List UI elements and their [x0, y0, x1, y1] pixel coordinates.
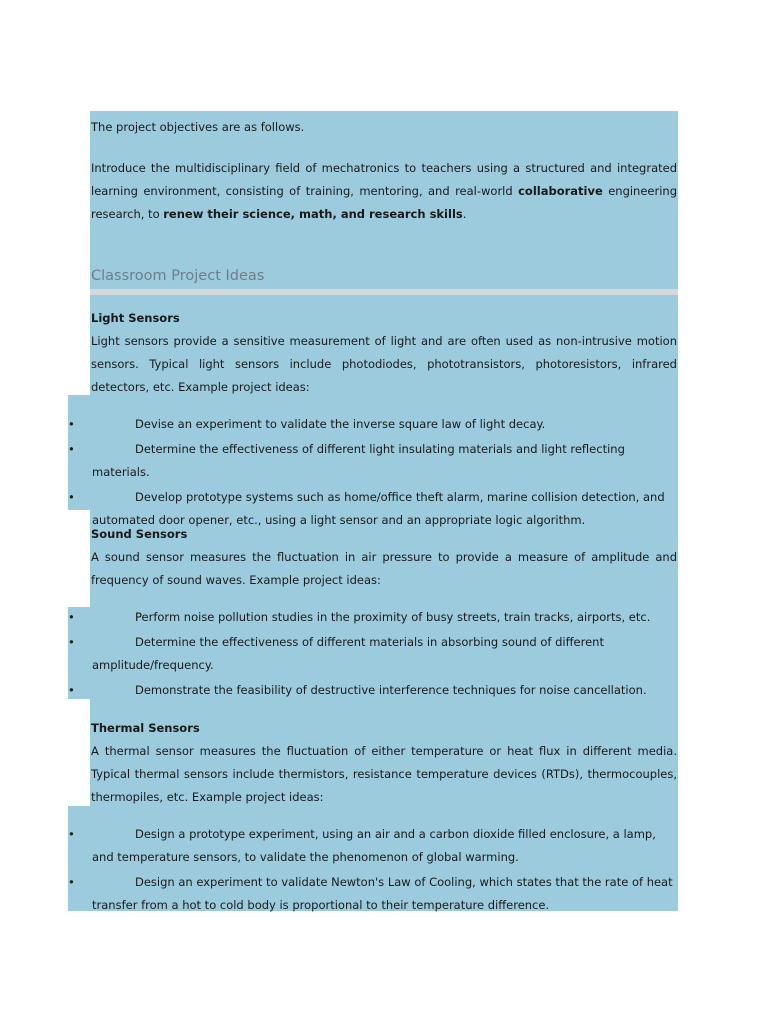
objectives-text-2: engineering research, to [91, 184, 678, 221]
list-item-text: Determine the effectiveness of different light insulating materials and light reflecting materials. [92, 442, 625, 479]
list-item [68, 679, 678, 702]
list-item [68, 413, 678, 436]
light-heading: Light Sensors [91, 311, 180, 325]
objectives-bold-2: renew their science, math, and research skills [163, 207, 463, 221]
sound-description: A sound sensor measures the fluctuation in air pressure to provide a measure of amplitude and frequency of sound waves. Example project ideas: [91, 550, 677, 587]
list-item-text: Perform noise pollution studies in the proximity of busy streets, train tracks, airports, etc. [135, 610, 651, 624]
list-item [68, 606, 678, 629]
bullet-icon: • [68, 683, 75, 697]
list-item-text: Devise an experiment to validate the inverse square law of light decay. [135, 417, 546, 431]
bullet-icon: • [68, 610, 75, 624]
objectives-intro: The project objectives are as follows. [91, 120, 305, 134]
light-description: Light sensors provide a sensitive measurement of light and are often used as non-intrusive motion sensors. Typical light sensors include photodiodes, phototransistors, photoresistors, infrared detectors, etc. Example project ideas: [91, 334, 677, 394]
objectives-text-1: Introduce the multidisciplinary field of mechatronics to teachers using a structured and integrated learning environment, consisting of training, mentoring, and real-world [91, 161, 677, 198]
list-item-text: Determine the effectiveness of different materials in absorbing sound of different amplitude/frequency. [92, 635, 604, 672]
list-item [68, 631, 678, 677]
section-title: Classroom Project Ideas [91, 268, 265, 284]
list-item [68, 871, 678, 917]
objectives-paragraph [91, 157, 677, 226]
list-item [68, 823, 678, 869]
bullet-icon: • [68, 875, 75, 889]
sound-heading: Sound Sensors [91, 527, 188, 541]
sound-ideas-list [68, 606, 678, 704]
thermal-description: A thermal sensor measures the fluctuation of either temperature or heat flux in different media. Typical thermal sensors include thermistors, resistance temperature devices (RTDs), thermocouples, thermopiles, etc. Example project ideas: [91, 744, 677, 804]
thermal-ideas-list [68, 823, 678, 919]
bullet-icon: • [68, 490, 75, 504]
thermal-heading: Thermal Sensors [91, 721, 200, 735]
list-item-text: Design an experiment to validate Newton's Law of Cooling, which states that the rate of heat transfer from a hot to cold body is proportional to their temperature difference. [92, 875, 673, 912]
bullet-icon: • [68, 417, 75, 431]
objectives-bold-1: collaborative [518, 184, 603, 198]
list-item-text: Demonstrate the feasibility of destructive interference techniques for noise cancellation. [135, 683, 647, 697]
list-item-text: Design a prototype experiment, using an air and a carbon dioxide filled enclosure, a lamp, and temperature sensors, to validate the phenomenon of global warming. [92, 827, 656, 864]
list-item [68, 438, 678, 484]
objectives-text-3: . [462, 207, 467, 221]
bullet-icon: • [68, 635, 75, 649]
bullet-icon: • [68, 442, 75, 456]
bullet-icon: • [68, 827, 75, 841]
list-item-text: Develop prototype systems such as home/office theft alarm, marine collision detection, and automated door opener, etc., using a light sensor and an appropriate logic algorithm. [92, 490, 665, 527]
light-ideas-list [68, 413, 678, 534]
